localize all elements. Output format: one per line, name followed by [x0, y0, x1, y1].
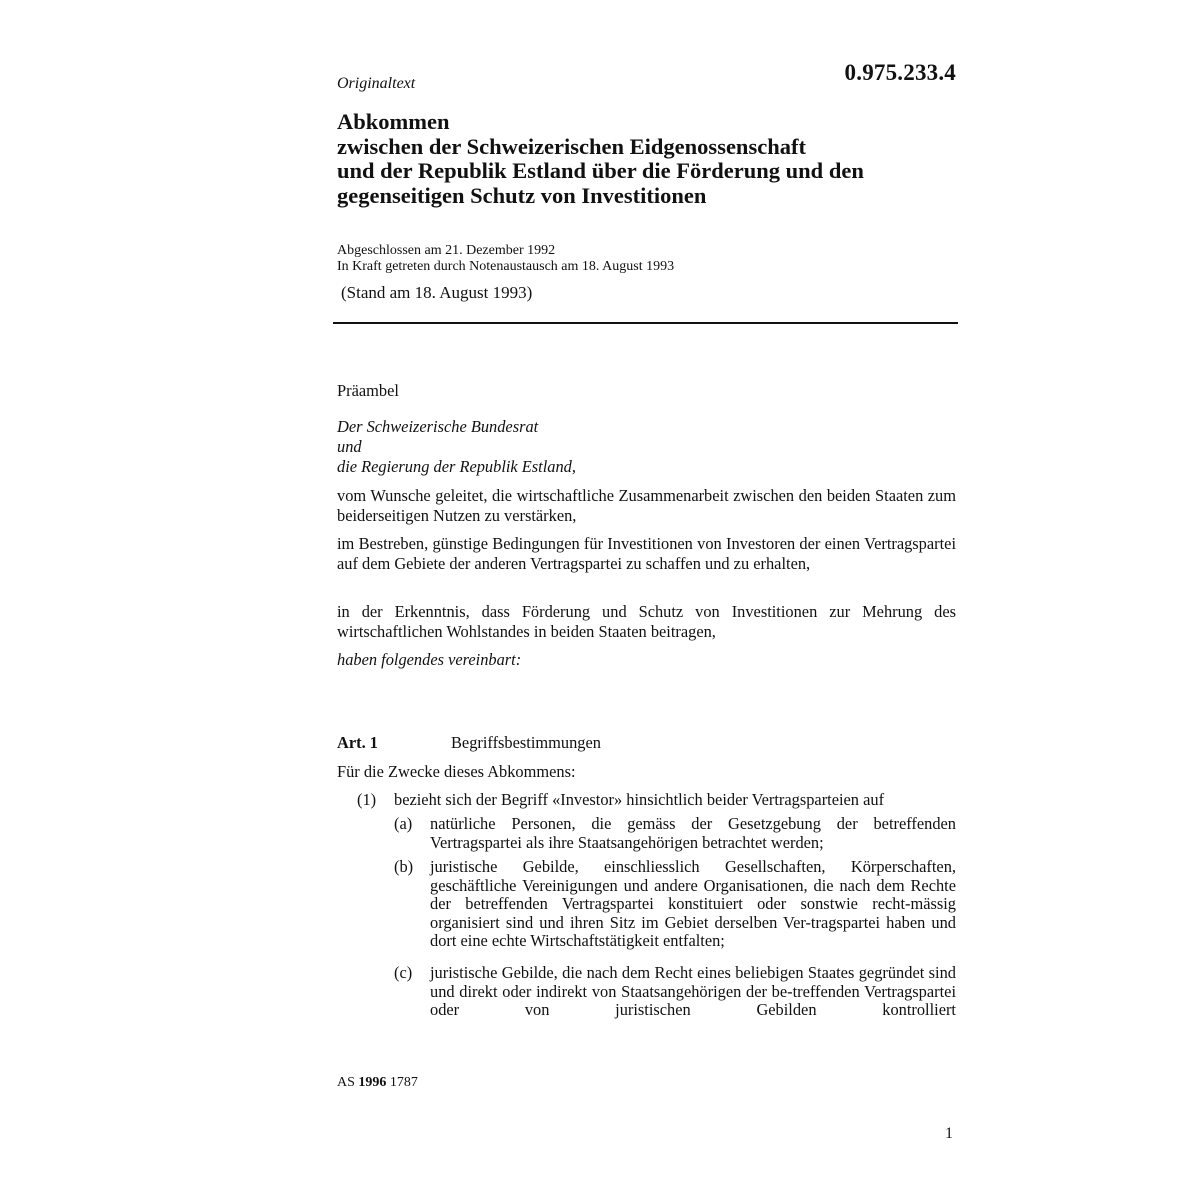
sub-item-label: (c) [394, 963, 413, 982]
as-page: 1787 [389, 1075, 418, 1090]
item-number: (1) [357, 790, 377, 809]
header-divider [333, 322, 958, 324]
party-switzerland: Der Schweizerische Bundesrat [337, 417, 539, 436]
sub-item [394, 964, 956, 1020]
party-conjunction: und [337, 437, 362, 456]
as-prefix: AS [337, 1075, 355, 1090]
article-title: Begriffsbestimmungen [451, 733, 601, 752]
title-line: Abkommen [337, 109, 450, 134]
item-text: bezieht sich der Begriff «Investor» hinsichtlich beider Vertragsparteien auf [394, 790, 885, 809]
page-number: 1 [945, 1125, 953, 1142]
article-number: Art. 1 [337, 733, 378, 752]
preamble-paragraph: in der Erkenntnis, dass Förderung und Schutz von Investitionen zur Mehrung des wirtschaftlichen Wohlstandes in beiden Staaten beitragen, [337, 602, 956, 641]
document-title [337, 110, 956, 208]
sub-item-text: juristische Gebilde, einschliesslich Gesellschaften, Körperschaften, geschäftliche Vereinigungen und andere Organisationen, die nach dem Rechte der betreffenden Vertragspartei konstituiert oder sonstwie recht-mässig organisiert sind und ihren Sitz im Gebiet derselben Ver-tragspartei haben und dort eine echte Wirtschaftstätigkeit entfalten; [430, 857, 956, 950]
article-item [357, 790, 956, 810]
sub-item-label: (b) [394, 857, 414, 876]
preamble-paragraph: vom Wunsche geleitet, die wirtschaftliche Zusammenarbeit zwischen den beiden Staaten zum beiderseitigen Nutzen zu verstärken, [337, 486, 956, 525]
preamble-paragraph: im Bestreben, günstige Bedingungen für Investitionen von Investoren der einen Vertragspartei auf dem Gebiete der anderen Vertragspartei zu schaffen und zu erhalten, [337, 534, 956, 573]
original-text-label: Originaltext [337, 75, 416, 92]
title-line: und der Republik Estland über die Förderung und den [337, 158, 864, 183]
sr-number: 0.975.233.4 [844, 60, 956, 85]
preamble-closing: haben folgendes vereinbart: [337, 650, 522, 669]
concluded-date: Abgeschlossen am 21. Dezember 1992 [337, 243, 556, 258]
as-year: 1996 [358, 1075, 387, 1090]
in-force-date: In Kraft getreten durch Notenaustausch am 18. August 1993 [337, 259, 675, 274]
sub-item-text: natürliche Personen, die gemäss der Gesetzgebung der betreffenden Vertragspartei als ihre Staatsangehörigen betrachtet werden; [430, 814, 956, 852]
sub-item [394, 858, 956, 951]
article-intro: Für die Zwecke dieses Abkommens: [337, 762, 576, 781]
title-line: gegenseitigen Schutz von Investitionen [337, 182, 707, 208]
title-line: zwischen der Schweizerischen Eidgenossenschaft [337, 133, 806, 159]
sub-item-text: juristische Gebilde, die nach dem Recht eines beliebigen Staates gegründet sind und direkt oder indirekt von Staatsangehörigen der be-treffenden Vertragspartei oder von juristischen Gebilden kontrolliert [430, 963, 956, 1019]
status-date: (Stand am 18. August 1993) [341, 283, 533, 302]
preamble-heading: Präambel [337, 381, 399, 400]
sub-item-label: (a) [394, 814, 413, 833]
sub-item [394, 815, 956, 852]
party-estonia: die Regierung der Republik Estland, [337, 457, 576, 476]
document-meta [337, 243, 956, 275]
official-collection-reference [337, 1075, 418, 1091]
preamble-parties [337, 417, 956, 477]
article-heading [337, 733, 956, 753]
